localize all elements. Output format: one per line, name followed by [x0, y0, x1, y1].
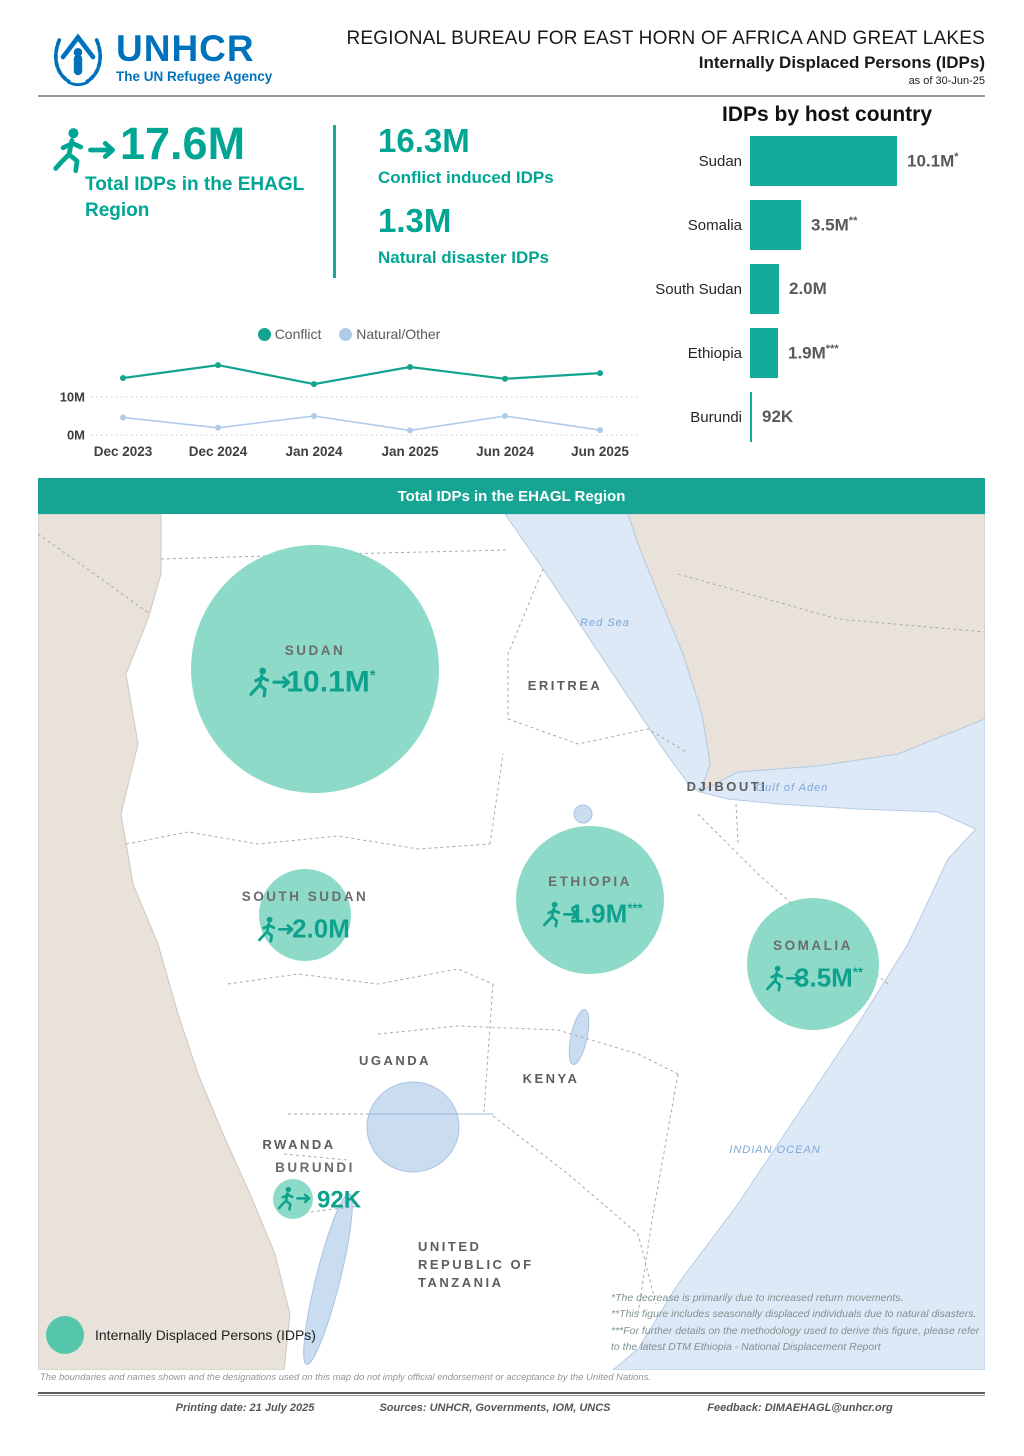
trend-xtick: Jan 2025	[381, 444, 439, 459]
bubble-value: 1.9M***	[569, 898, 643, 929]
bubble-value: 92K	[317, 1186, 362, 1214]
conflict-dot-icon	[258, 328, 271, 341]
map-disclaimer: The boundaries and names shown and the designations used on this map do not imply official endorsement or acceptance by the United Nations.	[40, 1372, 652, 1383]
bar-row-ethiopia	[637, 328, 1017, 378]
map-label-tanzania: TANZANIA	[418, 1275, 504, 1290]
map-label-djibouti: DJIBOUTI	[686, 779, 768, 794]
map-label-uganda: UGANDA	[358, 1053, 432, 1068]
idp-bubble-sudan	[191, 545, 439, 793]
trend-xtick: Dec 2023	[93, 444, 153, 459]
map-indian-ocean	[613, 719, 985, 1370]
map-label-red-sea: Red Sea	[580, 617, 630, 629]
bar-value-label: 92K	[762, 407, 794, 426]
bar-category-label: Burundi	[690, 408, 742, 426]
idp-bubble-ethiopia	[516, 826, 664, 974]
trend-point	[215, 425, 221, 431]
lake-tana	[574, 805, 592, 823]
idp-bubble-burundi	[273, 1160, 362, 1219]
bar-category-label: Sudan	[698, 152, 742, 170]
bubble-country-name: SOMALIA	[773, 938, 853, 953]
bar-category-label: Ethiopia	[687, 344, 742, 362]
idp-bubble-south-sudan	[242, 869, 369, 961]
as-of-date: as of 30-Jun-25	[908, 75, 985, 87]
bar-value-label: 2.0M	[789, 279, 827, 298]
map-label-indian-ocean: INDIAN OCEAN	[729, 1144, 821, 1156]
map-footnote: ***For further details on the methodology used to derive this figure, please refer to the latest DTM Ethiopia - National Displacement Report	[611, 1324, 980, 1353]
legend-item-natural	[339, 326, 440, 342]
idp-trend-line-chart	[53, 348, 645, 466]
bar-chart-title: IDPs by host country	[721, 103, 933, 126]
idp-legend-circle-icon	[46, 1316, 84, 1354]
map-label-united: UNITED	[418, 1239, 482, 1254]
header	[38, 22, 985, 96]
trend-ytick: 10M	[59, 389, 85, 405]
total-idps-label-line1: Total IDPs in the EHAGL	[85, 174, 305, 195]
total-idps-label-line2: Region	[85, 199, 150, 221]
natural-dot-icon	[339, 328, 352, 341]
map-label-kenya: KENYA	[522, 1071, 580, 1086]
trend-point	[311, 413, 317, 419]
bar-value-label: 10.1M*	[907, 150, 959, 171]
map-label-gulf-of-aden: Gulf of Aden	[755, 782, 829, 794]
header-divider	[38, 95, 985, 97]
trend-point	[597, 427, 603, 433]
bar-row-sudan	[637, 136, 1017, 186]
map-footnotes	[611, 1290, 989, 1355]
trend-xtick: Dec 2024	[188, 444, 248, 459]
bar	[750, 200, 801, 250]
map-footnote: **This figure includes seasonally displaced individuals due to natural disasters.	[611, 1308, 977, 1321]
total-idps-value: 17.6M	[120, 118, 246, 169]
trend-chart-legend	[53, 326, 645, 342]
idps-by-host-country-chart	[637, 103, 1017, 456]
trend-ytick: 0M	[66, 427, 85, 443]
trend-xtick: Jun 2024	[476, 444, 534, 459]
bar	[750, 328, 778, 378]
lake-turkana	[565, 1008, 592, 1066]
bar-row-south-sudan	[637, 264, 1017, 314]
unhcr-emblem-icon	[48, 26, 108, 88]
bar-row-burundi	[637, 392, 1017, 442]
bubble-value: 10.1M*	[286, 665, 376, 699]
idp-legend-label: Internally Displaced Persons (IDPs)	[95, 1327, 316, 1343]
logo-tagline: The UN Refugee Agency	[116, 69, 273, 84]
map-label-eritrea: ERITREA	[527, 678, 603, 693]
total-idps-label	[85, 172, 304, 223]
bar-row-somalia	[637, 200, 1017, 250]
map-canvas	[38, 514, 985, 1370]
trend-point	[120, 415, 126, 421]
idp-bubble-somalia	[747, 898, 879, 1030]
bar-value-label: 1.9M***	[788, 342, 839, 363]
sources: Sources: UNHCR, Governments, IOM, UNCS	[379, 1402, 611, 1414]
trend-point	[502, 376, 508, 382]
legend-natural-label: Natural/Other	[356, 326, 441, 342]
trend-line-conflict	[123, 365, 600, 384]
conflict-idps-label: Conflict induced IDPs	[378, 168, 554, 187]
natural-idps-value: 1.3M	[378, 202, 452, 239]
trend-point	[215, 362, 221, 368]
bubble-country-name: SOUTH SUDAN	[241, 889, 369, 904]
trend-xtick: Jan 2024	[285, 444, 343, 459]
bubble-country-name: SUDAN	[284, 643, 346, 658]
map-footnote: *The decrease is primarily due to increased return movements.	[611, 1292, 904, 1304]
trend-xtick: Jun 2025	[571, 444, 629, 459]
map-label-rwanda: RWANDA	[262, 1137, 336, 1152]
bubble-country-name: ETHIOPIA	[548, 874, 632, 889]
bubble-value: 2.0M	[292, 913, 350, 944]
ehagl-map	[38, 478, 985, 1390]
unhcr-logo	[48, 26, 272, 88]
map-label-republic-of: REPUBLIC OF	[418, 1257, 534, 1272]
bubble-country-name: BURUNDI	[275, 1160, 355, 1175]
trend-point	[407, 427, 413, 433]
bubble-value: 3.5M**	[795, 962, 863, 993]
trend-point	[597, 370, 603, 376]
conflict-idps-value: 16.3M	[378, 122, 470, 159]
feedback-email[interactable]: Feedback: DIMAEHAGL@unhcr.org	[707, 1402, 893, 1414]
map-title: Total IDPs in the EHAGL Region	[38, 478, 985, 514]
bar	[750, 136, 897, 186]
stat-divider	[333, 125, 336, 278]
bar	[750, 264, 779, 314]
bar	[750, 392, 752, 442]
page-title: REGIONAL BUREAU FOR EAST HORN OF AFRICA AND GREAT LAKES	[346, 28, 985, 49]
trend-point	[407, 364, 413, 370]
trend-point	[502, 413, 508, 419]
bar-category-label: Somalia	[687, 216, 742, 234]
lake-victoria	[367, 1082, 459, 1172]
idp-runner-icon	[52, 126, 120, 174]
legend-conflict-label: Conflict	[274, 326, 322, 342]
printing-date: Printing date: 21 July 2025	[175, 1402, 315, 1414]
natural-idps-label: Natural disaster IDPs	[378, 248, 550, 267]
trend-point	[120, 375, 126, 381]
map-legend	[46, 1316, 316, 1354]
trend-line-natural-other	[123, 416, 600, 430]
bar-category-label: South Sudan	[655, 280, 742, 298]
legend-item-conflict	[258, 326, 322, 342]
footer-divider	[38, 1392, 985, 1396]
bar-value-label: 3.5M**	[811, 214, 858, 235]
bar-chart-rows	[637, 136, 1017, 442]
trend-point	[311, 381, 317, 387]
logo-wordmark: UNHCR	[116, 28, 255, 69]
page-subtitle: Internally Displaced Persons (IDPs)	[698, 53, 985, 72]
